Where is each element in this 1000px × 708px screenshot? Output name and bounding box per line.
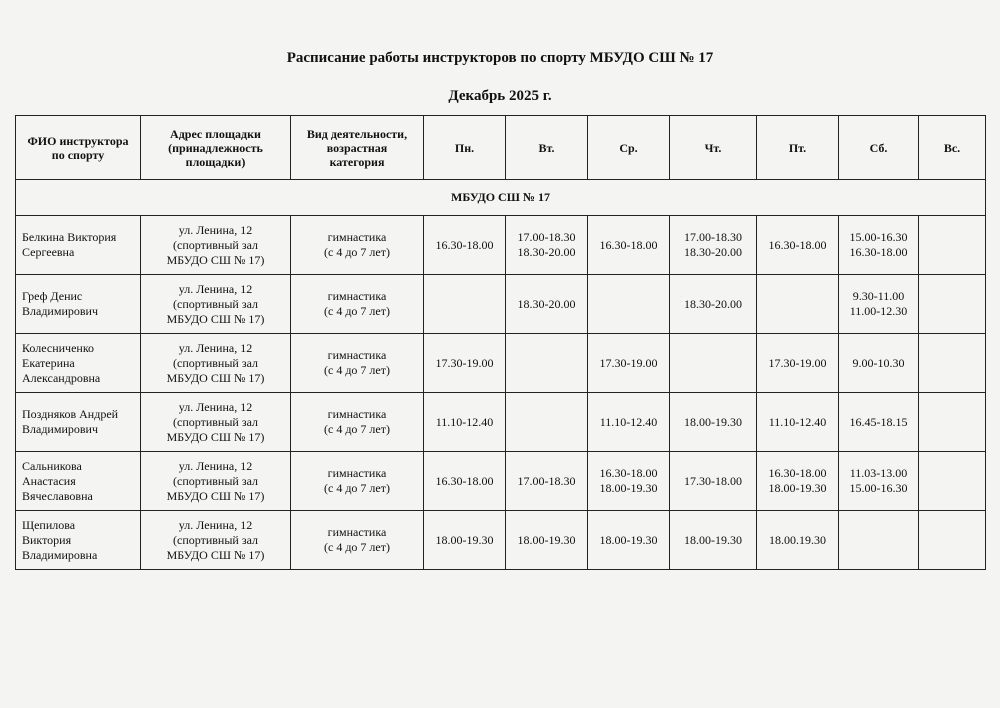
header-row xyxy=(16,116,986,180)
schedule-cell-mon: 11.10-12.40 xyxy=(424,393,506,452)
organization-name: МБУДО СШ № 17 xyxy=(16,180,986,216)
instructor-name: Поздняков Андрей Владимирович xyxy=(16,393,141,452)
activity-category: гимнастика (с 4 до 7 лет) xyxy=(291,393,424,452)
schedule-cell-sat xyxy=(839,511,919,570)
schedule-cell-thu: 18.30-20.00 xyxy=(670,275,757,334)
instructor-name: Белкина Виктория Сергеевна xyxy=(16,216,141,275)
header-day-tue: Вт. xyxy=(506,116,588,180)
schedule-cell-thu: 18.00-19.30 xyxy=(670,511,757,570)
header-address: Адрес площадки (принадлежность площадки) xyxy=(141,116,291,180)
header-day-fri: Пт. xyxy=(757,116,839,180)
schedule-cell-wed: 16.30-18.00 18.00-19.30 xyxy=(588,452,670,511)
schedule-cell-sat: 11.03-13.00 15.00-16.30 xyxy=(839,452,919,511)
schedule-cell-thu: 17.00-18.30 18.30-20.00 xyxy=(670,216,757,275)
header-day-sat: Сб. xyxy=(839,116,919,180)
document-title: Расписание работы инструкторов по спорту МБУДО СШ № 17 xyxy=(286,50,714,66)
table-row xyxy=(16,216,986,275)
schedule-cell-sun xyxy=(919,334,986,393)
schedule-cell-tue: 18.00-19.30 xyxy=(506,511,588,570)
schedule-cell-thu: 18.00-19.30 xyxy=(670,393,757,452)
table-row xyxy=(16,393,986,452)
schedule-cell-sat: 9.00-10.30 xyxy=(839,334,919,393)
document-period: Декабрь 2025 г. xyxy=(448,88,552,104)
venue-address: ул. Ленина, 12 (спортивный зал МБУДО СШ № 17) xyxy=(141,452,291,511)
instructor-name: Сальникова Анастасия Вячеславовна xyxy=(16,452,141,511)
schedule-cell-wed xyxy=(588,275,670,334)
schedule-cell-mon: 18.00-19.30 xyxy=(424,511,506,570)
schedule-cell-fri: 17.30-19.00 xyxy=(757,334,839,393)
venue-address: ул. Ленина, 12 (спортивный зал МБУДО СШ № 17) xyxy=(141,393,291,452)
schedule-cell-sun xyxy=(919,452,986,511)
schedule-cell-wed: 11.10-12.40 xyxy=(588,393,670,452)
header-day-thu: Чт. xyxy=(670,116,757,180)
schedule-cell-mon: 16.30-18.00 xyxy=(424,216,506,275)
activity-category: гимнастика (с 4 до 7 лет) xyxy=(291,511,424,570)
schedule-cell-wed: 18.00-19.30 xyxy=(588,511,670,570)
schedule-cell-sat: 9.30-11.00 11.00-12.30 xyxy=(839,275,919,334)
table-row xyxy=(16,334,986,393)
schedule-cell-mon: 17.30-19.00 xyxy=(424,334,506,393)
schedule-cell-sun xyxy=(919,393,986,452)
schedule-cell-wed: 16.30-18.00 xyxy=(588,216,670,275)
schedule-cell-tue xyxy=(506,334,588,393)
schedule-cell-fri: 11.10-12.40 xyxy=(757,393,839,452)
schedule-cell-fri: 16.30-18.00 xyxy=(757,216,839,275)
schedule-cell-tue: 17.00-18.30 xyxy=(506,452,588,511)
activity-category: гимнастика (с 4 до 7 лет) xyxy=(291,216,424,275)
schedule-cell-sat: 16.45-18.15 xyxy=(839,393,919,452)
venue-address: ул. Ленина, 12 (спортивный зал МБУДО СШ № 17) xyxy=(141,511,291,570)
venue-address: ул. Ленина, 12 (спортивный зал МБУДО СШ № 17) xyxy=(141,216,291,275)
schedule-cell-thu: 17.30-18.00 xyxy=(670,452,757,511)
instructor-name: Щепилова Виктория Владимировна xyxy=(16,511,141,570)
activity-category: гимнастика (с 4 до 7 лет) xyxy=(291,275,424,334)
schedule-cell-sun xyxy=(919,216,986,275)
venue-address: ул. Ленина, 12 (спортивный зал МБУДО СШ № 17) xyxy=(141,275,291,334)
table-row xyxy=(16,511,986,570)
instructor-name: Греф Денис Владимирович xyxy=(16,275,141,334)
header-day-wed: Ср. xyxy=(588,116,670,180)
schedule-cell-fri: 16.30-18.00 18.00-19.30 xyxy=(757,452,839,511)
header-activity: Вид деятельности, возрастная категория xyxy=(291,116,424,180)
activity-category: гимнастика (с 4 до 7 лет) xyxy=(291,334,424,393)
schedule-cell-fri: 18.00.19.30 xyxy=(757,511,839,570)
organization-row xyxy=(16,180,986,216)
header-day-mon: Пн. xyxy=(424,116,506,180)
header-name: ФИО инструктора по спорту xyxy=(16,116,141,180)
schedule-cell-sun xyxy=(919,275,986,334)
table-row xyxy=(16,275,986,334)
schedule-cell-tue xyxy=(506,393,588,452)
activity-category: гимнастика (с 4 до 7 лет) xyxy=(291,452,424,511)
schedule-cell-thu xyxy=(670,334,757,393)
schedule-cell-sun xyxy=(919,511,986,570)
schedule-cell-mon xyxy=(424,275,506,334)
schedule-cell-tue: 18.30-20.00 xyxy=(506,275,588,334)
schedule-cell-wed: 17.30-19.00 xyxy=(588,334,670,393)
venue-address: ул. Ленина, 12 (спортивный зал МБУДО СШ № 17) xyxy=(141,334,291,393)
schedule-cell-tue: 17.00-18.30 18.30-20.00 xyxy=(506,216,588,275)
schedule-cell-sat: 15.00-16.30 16.30-18.00 xyxy=(839,216,919,275)
schedule-table xyxy=(15,115,986,570)
table-row xyxy=(16,452,986,511)
schedule-cell-fri xyxy=(757,275,839,334)
header-day-sun: Вс. xyxy=(919,116,986,180)
instructor-name: Колесниченко Екатерина Александровна xyxy=(16,334,141,393)
schedule-cell-mon: 16.30-18.00 xyxy=(424,452,506,511)
